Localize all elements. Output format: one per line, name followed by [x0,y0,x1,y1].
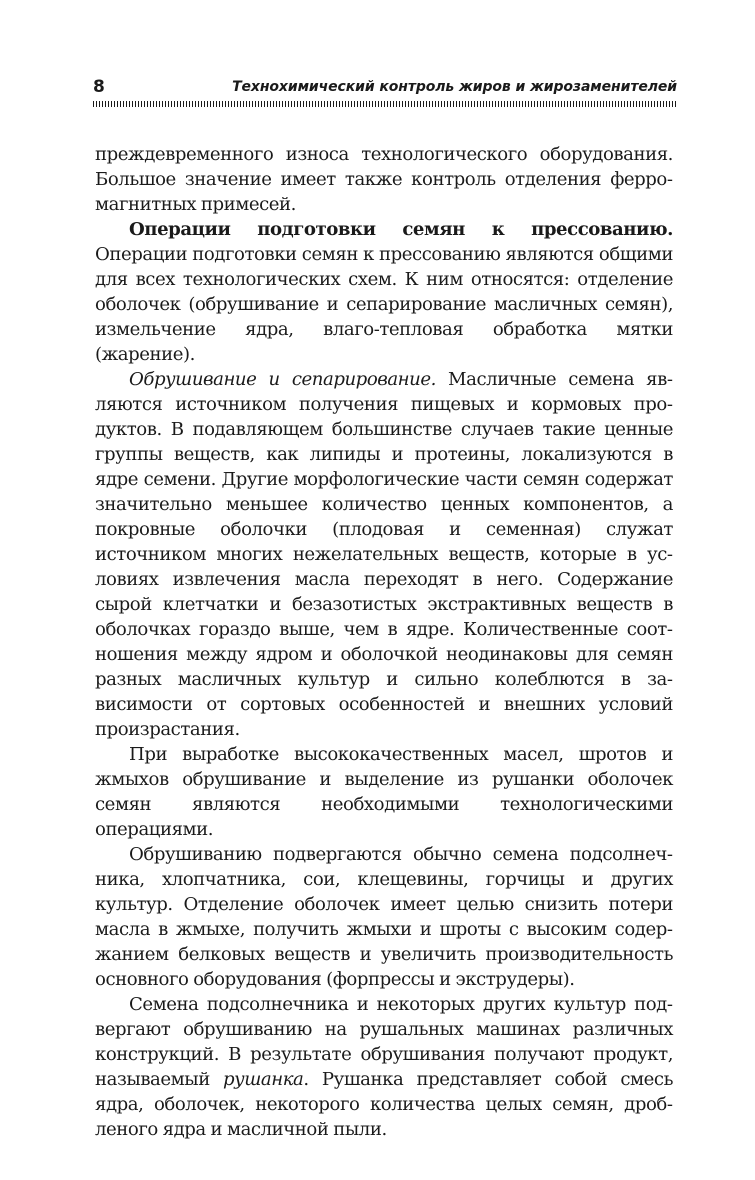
paragraph-hulled-seeds [95,842,673,992]
paragraph-continuation [95,142,673,217]
paragraph-text: Масличные семена являются источником получения пищевых и кормовых продуктов. В подавляющем большинстве случаев такие ценные группы веществ, как липиды и протеины, локализуются в ядре семени. Другие морфологические части семян содержат значительно меньшее количество ценных компонентов, а покровные оболочки (плодовая и семенная) служат источником многих нежелательных веществ, которые в условиях извлечения масла переходят в него. Содержание сырой клетчатки и безазотистых экстрактивных веществ в оболочках гораздо выше, чем в ядре. Количественные соотношения между ядром и оболочкой неодинаковы для семян разных масличных культур и сильно колеблются в зависимости от сортовых особенностей и внешних условий произрастания. [95,369,673,740]
run-in-heading: Операции подготовки семян к прессованию. [129,219,673,240]
paragraph-text: Семена подсолнечника и некоторых других культур подвергают обрушиванию на рушальных машинах различных конструкций. В результате обрушивания получают продукт, называемый [95,994,673,1090]
paragraph-seed-preparation [95,217,673,367]
paragraph-text: . Рушанка представляет собой смесь ядра, оболочек, некоторого количества целых семян, дробленого ядра и масличной пыли. [95,1069,673,1140]
paragraph-sunflower [95,992,673,1142]
header-divider [93,101,677,107]
running-head [93,76,677,100]
paragraph-text: преждевременного износа технологического оборудования. Большое значение имеет также контроль отделения ферромагнитных примесей. [95,144,673,215]
paragraph-high-quality-oils [95,742,673,842]
paragraph-hulling [95,367,673,742]
body-text [95,142,673,1142]
running-title: Технохимический контроль жиров и жирозаменителей [232,79,677,95]
run-in-subheading: Обрушивание и сепарирование. [129,369,436,390]
paragraph-text: При выработке высококачественных масел, шротов и жмыхов обрушивание и выделение из рушанки оболочек семян являются необходимыми технологическими операциями. [95,744,673,840]
page-number: 8 [93,77,105,97]
paragraph-text: Операции подготовки семян к прессованию являются общими для всех технологических схем. К ним относятся: отделение оболочек (обрушивание и сепарирование масличных семян), измельчение ядра, влаго-тепловая обработка мятки (жарение). [95,244,673,365]
italic-term: рушанка [223,1069,304,1090]
paragraph-text: Обрушиванию подвергаются обычно семена подсолнечника, хлопчатника, сои, клещевины, горчицы и других культур. Отделение оболочек имеет целью снизить потери масла в жмыхе, получить жмыхи и шроты с высоким содержанием белковых веществ и увеличить производительность основного оборудования (форпрессы и экструдеры). [95,844,673,990]
